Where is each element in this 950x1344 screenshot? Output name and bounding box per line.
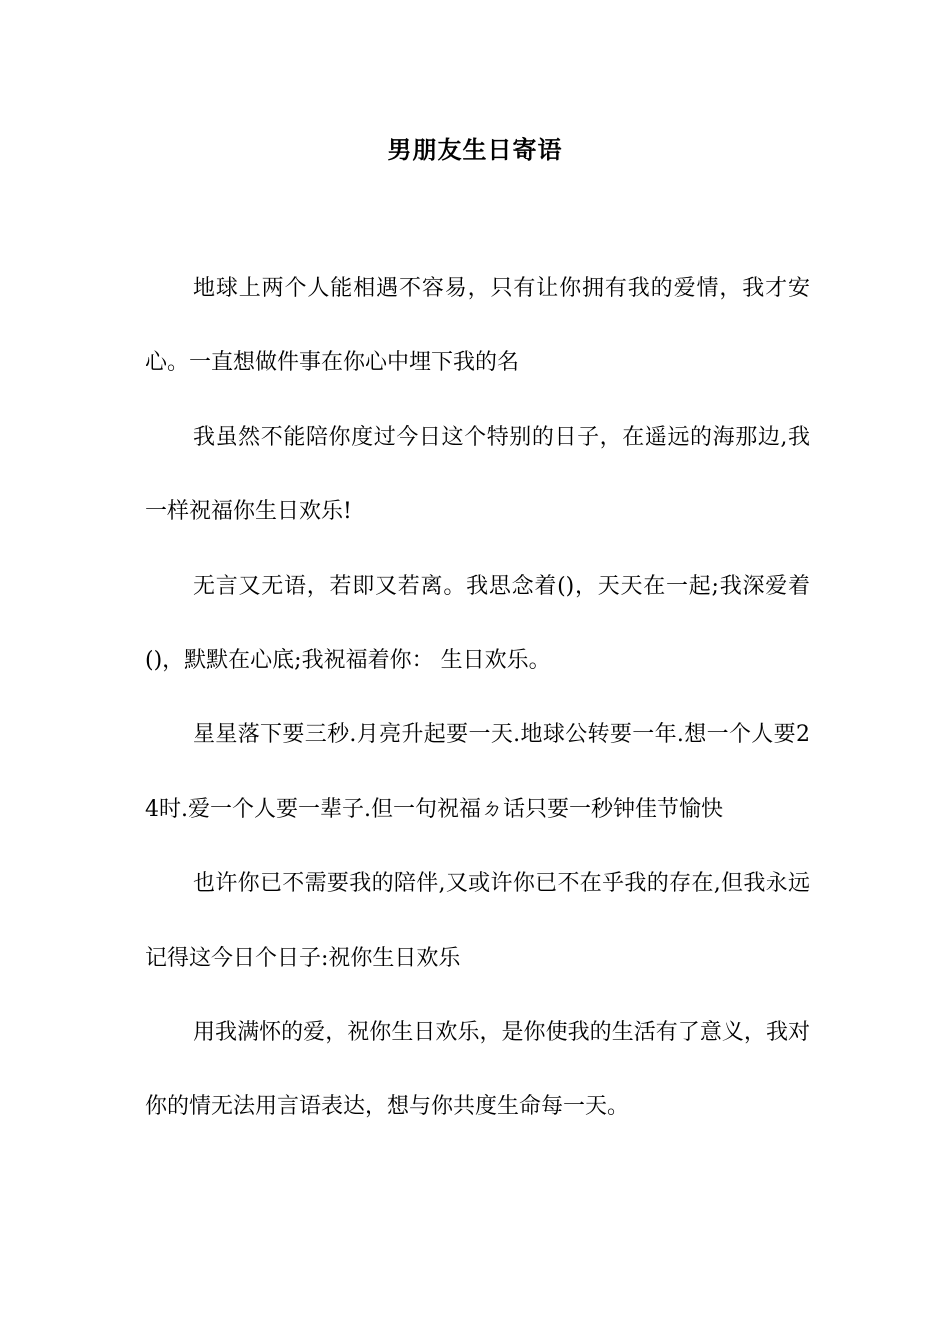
document-body	[145, 252, 810, 1145]
paragraph-1: 地球上两个人能相遇不容易，只有让你拥有我的爱情，我才安心。一直想做件事在你心中埋下我的名	[145, 276, 810, 376]
paragraph-4: 星星落下要三秒.月亮升起要一天.地球公转要一年.想一个人要24时.爱一个人要一辈子.但一句祝福ㄉ话只要一秒钟佳节愉快	[145, 722, 810, 822]
paragraph-2: 我虽然不能陪你度过今日这个特别的日子，在遥远的海那边,我一样祝福你生日欢乐!	[145, 424, 810, 525]
paragraph-5: 也许你已不需要我的陪伴,又或许你已不在乎我的存在,但我永远记得这今日个日子:祝你生日欢乐	[145, 871, 810, 971]
document-title: 男朋友生日寄语	[387, 135, 563, 164]
paragraph-3: 无言又无语，若即又若离。我思念着()，天天在一起;我深爱着()，默默在心底;我祝福着你： 生日欢乐。	[145, 573, 810, 674]
paragraph-6: 用我满怀的爱，祝你生日欢乐，是你使我的生活有了意义，我对你的情无法用言语表达，想与你共度生命每一天。	[145, 1020, 810, 1120]
